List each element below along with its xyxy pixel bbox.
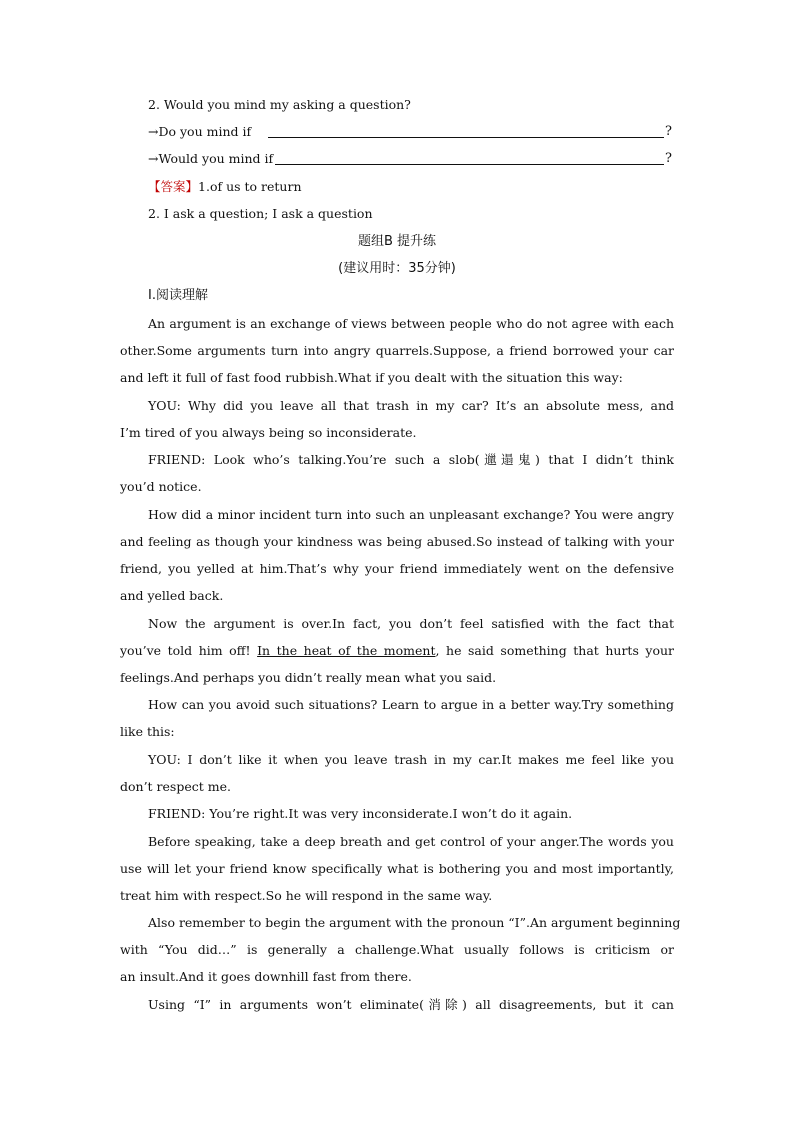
passage-text: ) all disagreements, but it can: [462, 997, 674, 1012]
rewrite-line-1-prefix: →Do you mind if: [148, 124, 252, 139]
passage-text: , he said something that hurts your: [435, 643, 675, 658]
passage-line: Now the argument is over.In fact, you don’t feel satisfied with the fact that: [148, 616, 674, 631]
passage-line: don’t respect me.: [120, 779, 231, 794]
passage-line: FRIEND: You’re right.It was very inconsiderate.I won’t do it again.: [148, 806, 573, 821]
passage-line: How can you avoid such situations? Learn to argue in a better way.Try something: [148, 697, 674, 712]
answer-text-1: 1.of us to return: [198, 179, 302, 194]
passage-line: friend, you yelled at him.That’s why your friend immediately went on the defensive: [120, 561, 674, 576]
passage-line: YOU: I don’t like it when you leave trash in my car.It makes me feel like you: [148, 752, 674, 767]
answer-line-1: [148, 178, 302, 196]
passage-line: an insult.And it goes downhill fast from there.: [120, 969, 412, 984]
passage-line: treat him with respect.So he will respond in the same way.: [120, 888, 493, 903]
gloss-text: 消除: [423, 997, 463, 1012]
rewrite-line-2-prefix: →Would you mind if: [148, 151, 274, 166]
passage-line: with “You did…” is generally a challenge.What usually follows is criticism or: [120, 942, 674, 957]
section-time-hint: (建议用时：35分钟): [338, 261, 456, 276]
part-label: Ⅰ.阅读理解: [148, 288, 208, 303]
passage-line: How did a minor incident turn into such an unpleasant exchange? You were angry: [148, 507, 674, 522]
passage-line: Before speaking, take a deep breath and get control of your anger.The words you: [148, 834, 674, 849]
question-mark-1: ?: [665, 124, 672, 139]
passage-line: YOU: Why did you leave all that trash in my car? It’s an absolute mess, and: [148, 398, 674, 413]
passage-line-slob: [148, 451, 674, 469]
passage-line: and feeling as though your kindness was being abused.So instead of talking with your: [120, 534, 674, 549]
question-2: 2. Would you mind my asking a question?: [148, 97, 411, 112]
passage-line: and left it full of fast food rubbish.What if you dealt with the situation this way:: [120, 370, 623, 385]
passage-line: like this:: [120, 724, 175, 739]
passage-line: An argument is an exchange of views between people who do not agree with each: [148, 316, 674, 331]
passage-line: I’m tired of you always being so inconsiderate.: [120, 425, 417, 440]
answer-blank-1[interactable]: [268, 137, 664, 138]
passage-line-heat: [120, 642, 674, 660]
answer-tag: 【答案】: [148, 179, 199, 194]
underlined-phrase: In the heat of the moment: [257, 643, 436, 658]
passage-text: Using “I” in arguments won’t eliminate(: [148, 997, 424, 1012]
passage-text: FRIEND: Look who’s talking.You’re such a slob(: [148, 452, 480, 467]
answer-line-2: 2. I ask a question; I ask a question: [148, 206, 373, 221]
passage-line: use will let your friend know specifically what is bothering you and most importantly,: [120, 861, 674, 876]
passage-line: and yelled back.: [120, 588, 224, 603]
section-title: 题组B 提升练: [357, 234, 437, 249]
passage-text: ) that I didn’t think: [535, 452, 674, 467]
passage-line: you’d notice.: [120, 479, 202, 494]
question-mark-2: ?: [665, 151, 672, 166]
passage-text: you’ve told him off!: [120, 643, 258, 658]
gloss-text: 邋遢鬼: [479, 452, 536, 467]
passage-line: Also remember to begin the argument with the pronoun “I”.An argument beginning: [148, 915, 681, 930]
answer-blank-2[interactable]: [275, 164, 664, 165]
passage-line-eliminate: [148, 996, 674, 1014]
passage-line: feelings.And perhaps you didn’t really mean what you said.: [120, 670, 497, 685]
passage-line: other.Some arguments turn into angry quarrels.Suppose, a friend borrowed your car: [120, 343, 674, 358]
